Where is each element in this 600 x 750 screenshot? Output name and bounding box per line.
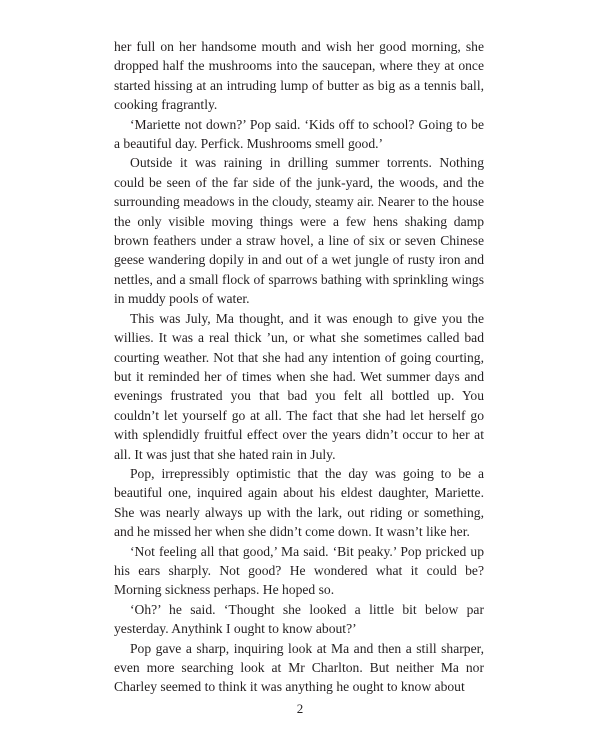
paragraph: ‘Not feeling all that good,’ Ma said. ‘Bit peaky.’ Pop pricked up his ears sharply. Not good? He wondered what it could be? Morning sickness perhaps. He hoped so. bbox=[114, 543, 484, 598]
paragraph: Pop gave a sharp, inquiring look at Ma and then a still sharper, even more searching look at Mr Charlton. But neither Ma nor Charley seemed to think it was anything he ought to know about bbox=[114, 640, 484, 695]
paragraph: ‘Oh?’ he said. ‘Thought she looked a little bit below par yesterday. Anythink I ought to know about?’ bbox=[114, 601, 484, 637]
paragraph-continued: her full on her handsome mouth and wish her good morning, she dropped half the mushrooms into the saucepan, where they at once started hissing at an intruding lump of butter as big as a tennis ball, cooking fragrantly. bbox=[114, 39, 484, 113]
page-number: 2 bbox=[296, 701, 304, 716]
paragraph: This was July, Ma thought, and it was enough to give you the willies. It was a real thick ’un, or what she sometimes called bad courting weather. Not that she had any intention of going courting, but it reminded her of times when she had. Wet summer days and evenings frustrated you that bad you felt all bottled up. You couldn’t let yourself go at all. The fact that she had let herself go with splendidly fruitful effect over the years didn’t occur to her at all. It was just that she hated rain in July. bbox=[114, 310, 484, 462]
paragraph: Pop, irrepressibly optimistic that the day was going to be a beautiful one, inquired again about his eldest daughter, Mariette. She was nearly always up with the lark, out riding or something, and he missed her when she didn’t come down. It wasn’t like her. bbox=[114, 465, 484, 540]
body-text bbox=[114, 37, 484, 697]
paragraph: ‘Mariette not down?’ Pop said. ‘Kids off to school? Going to be a beautiful day. Perfick. Mushrooms smell good.’ bbox=[114, 116, 484, 152]
paragraph: Outside it was raining in drilling summer torrents. Nothing could be seen of the far side of the junk-yard, the woods, and the surrounding meadows in the cloudy, steamy air. Nearer to the house the only visible moving things were a few hens shaking damp brown feathers under a straw hovel, a line of six or seven Chinese geese wandering dopily in and out of a wet jungle of rusty iron and nettles, and a small flock of sparrows bathing with sprinkling wings in muddy pools of water. bbox=[114, 155, 484, 307]
